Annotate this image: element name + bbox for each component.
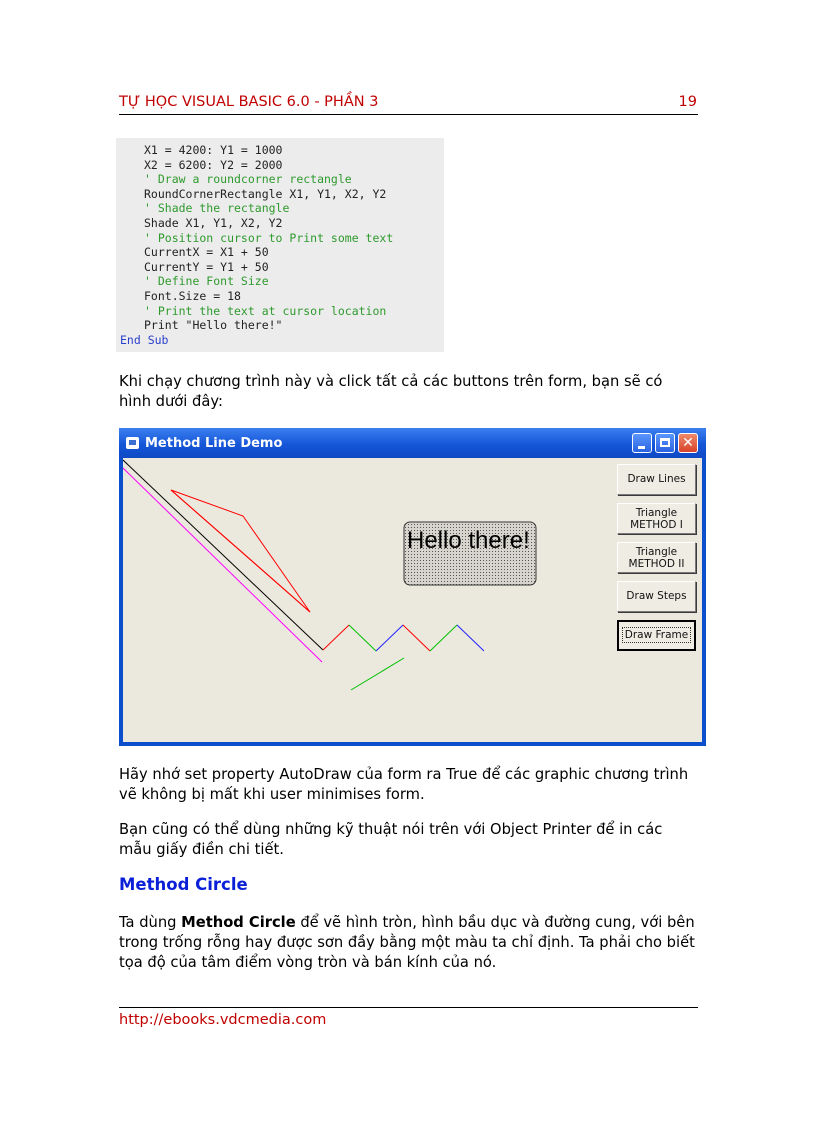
code-comment: ' Shade the rectangle: [144, 201, 290, 216]
button-label: Draw Lines: [627, 473, 686, 485]
section-heading: Method Circle: [119, 875, 248, 894]
footer-url[interactable]: http://ebooks.vdcmedia.com: [119, 1012, 327, 1028]
app-icon: [126, 437, 139, 449]
window-title: Method Line Demo: [145, 436, 283, 451]
code-line: Print "Hello there!": [144, 318, 283, 333]
minimize-button[interactable]: [632, 433, 652, 453]
black-diagonal-line: [123, 460, 323, 650]
code-line: CurrentX = X1 + 50: [144, 245, 269, 260]
code-comment: ' Define Font Size: [144, 274, 269, 289]
code-comment: ' Position cursor to Print some text: [144, 230, 394, 245]
code-line: X2 = 6200: Y2 = 2000: [144, 157, 283, 172]
steps-green-2: [430, 625, 457, 651]
magenta-diagonal-line: [123, 468, 322, 662]
code-line: Font.Size = 18: [144, 289, 241, 303]
code-comment: ' Print the text at cursor location: [144, 303, 387, 318]
footer-rule: [119, 1007, 698, 1008]
close-button[interactable]: [678, 433, 698, 453]
draw-frame-button[interactable]: [617, 620, 696, 651]
circle-paragraph-intro: Ta dùng: [119, 914, 182, 931]
printer-paragraph: Bạn cũng có thể dùng những kỹ thuật nói trên với Object Printer để in các mẫu giấy điền chi tiết.: [119, 821, 663, 858]
red-triangle-inner: [171, 490, 310, 612]
close-icon: ✕: [682, 435, 694, 451]
steps-blue-2: [457, 625, 484, 651]
button-label: METHOD I: [630, 519, 683, 531]
form-canvas: [123, 458, 702, 742]
button-label: Triangle: [635, 507, 678, 519]
button-label: Draw Steps: [626, 590, 687, 602]
button-label: Triangle: [635, 546, 678, 558]
maximize-button[interactable]: [655, 433, 675, 453]
triangle-method-2-button[interactable]: [617, 542, 696, 573]
green-line: [351, 658, 404, 690]
code-line: RoundCornerRectangle X1, Y1, X2, Y2: [144, 186, 387, 201]
window-titlebar: [119, 428, 706, 458]
button-label: Draw Frame: [622, 627, 691, 643]
method-line-demo-window: [119, 428, 706, 746]
triangle-method-1-button[interactable]: [617, 503, 696, 534]
intro-paragraph: Khi chạy chương trình này và click tất cả các buttons trên form, bạn sẽ có hình dưới đây:: [119, 373, 663, 410]
steps-green-1: [349, 625, 376, 651]
autodraw-paragraph: Hãy nhớ set property AutoDraw của form ra True để các graphic chương trình vẽ không bị mất khi user minimises form.: [119, 766, 689, 803]
header-title: TỰ HỌC VISUAL BASIC 6.0 - PHẦN 3: [119, 94, 379, 110]
method-circle-term: Method Circle: [181, 914, 296, 931]
button-label: METHOD II: [628, 558, 685, 570]
steps-red-2: [403, 625, 430, 651]
maximize-icon: [660, 438, 670, 447]
drawing-canvas: [123, 458, 702, 742]
draw-lines-button[interactable]: [617, 464, 696, 495]
code-block: [116, 138, 444, 352]
code-comment: ' Draw a roundcorner rectangle: [144, 172, 352, 187]
code-line: Shade X1, Y1, X2, Y2: [144, 216, 283, 230]
code-end-sub: End Sub: [120, 332, 169, 347]
code-line: CurrentY = Y1 + 50: [144, 259, 269, 274]
circle-paragraph-body: để vẽ hình tròn, hình bầu dục và đường cung, với bên trong trống rỗng hay được sơn đầy bằng một màu ta chỉ định. Ta phải cho biết tọa độ của tâm điểm vòng tròn và bán kính của nó.: [119, 914, 695, 971]
steps-blue-1: [376, 625, 403, 651]
code-line: X1 = 4200: Y1 = 1000: [144, 143, 283, 157]
page-number: 19: [678, 94, 697, 110]
circle-paragraph: [119, 913, 698, 973]
minimize-icon: [638, 446, 645, 449]
draw-steps-button[interactable]: [617, 581, 696, 612]
header-rule: [119, 114, 698, 115]
hello-text: Hello there!: [407, 527, 530, 554]
steps-red-1: [323, 625, 349, 650]
